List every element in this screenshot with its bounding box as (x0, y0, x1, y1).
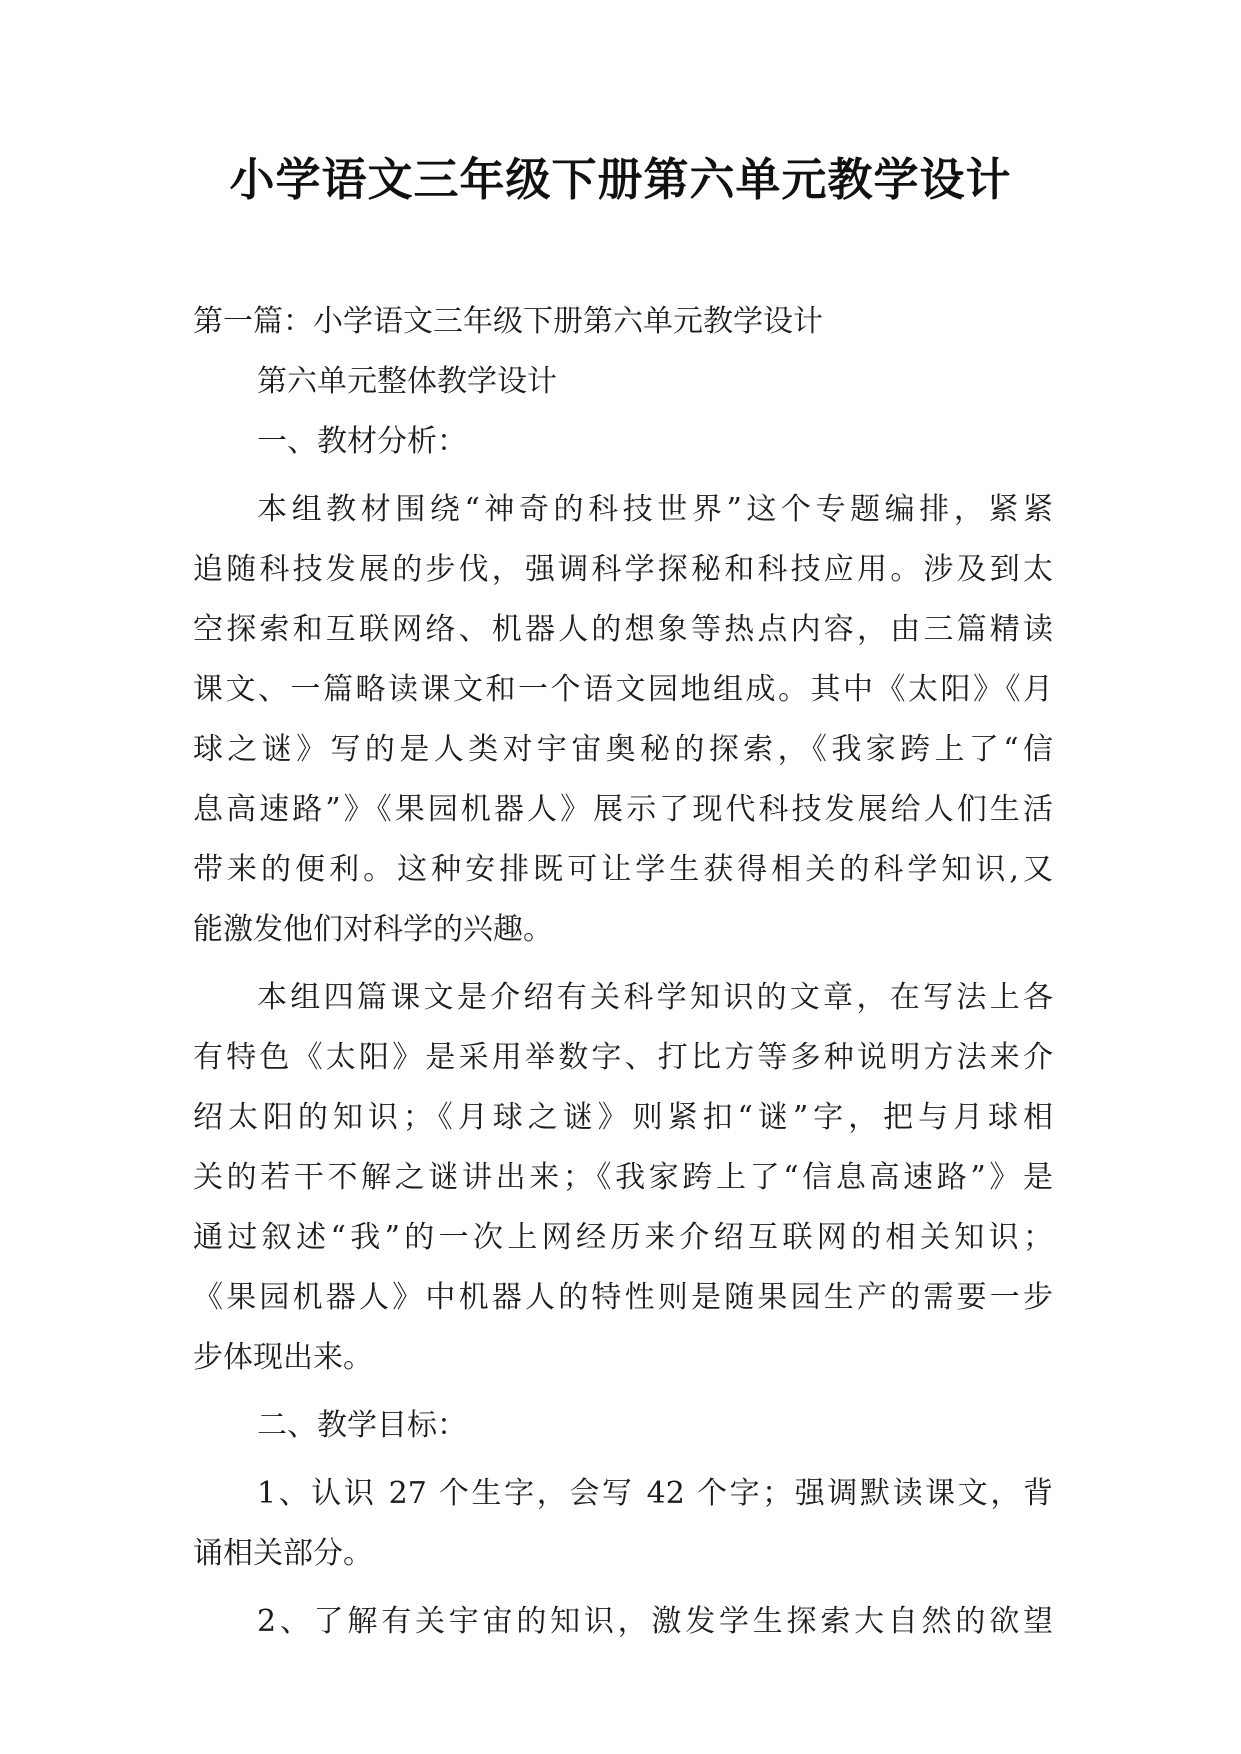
paragraph-line: 《果园机器人》中机器人的特性则是随果园生产的需要一步 (193, 1280, 1053, 1315)
subsection-heading-materials: 一、教材分析： (257, 424, 467, 459)
paragraph-line: 通过叙述“我”的一次上网经历来介绍互联网的相关知识； (193, 1220, 1053, 1255)
chapter-heading: 第一篇：小学语文三年级下册第六单元教学设计 (193, 304, 823, 339)
paragraph-line: 绍太阳的知识；《月球之谜》则紧扣“谜”字，把与月球相 (193, 1100, 1053, 1135)
paragraph-line: 本组四篇课文是介绍有关科学知识的文章，在写法上各 (257, 980, 1053, 1015)
paragraph-line: 有特色《太阳》是采用举数字、打比方等多种说明方法来介 (193, 1040, 1053, 1075)
section-heading: 第六单元整体教学设计 (257, 364, 557, 399)
subsection-heading-goals: 二、教学目标： (257, 1408, 467, 1443)
paragraph-line: 课文、一篇略读课文和一个语文园地组成。其中《太阳》《月 (193, 672, 1053, 707)
document-title: 小学语文三年级下册第六单元教学设计 (229, 153, 1012, 206)
paragraph-line: 息高速路”》《果园机器人》展示了现代科技发展给人们生活 (193, 792, 1053, 827)
paragraph-line: 能激发他们对科学的兴趣。 (193, 912, 553, 947)
goal-item-line: 诵相关部分。 (193, 1536, 373, 1571)
paragraph-line: 带来的便利。这种安排既可让学生获得相关的科学知识,又 (193, 852, 1053, 887)
document-body (193, 292, 1053, 1652)
goal-item-line: 2、了解有关宇宙的知识，激发学生探索大自然的欲望 (257, 1604, 1053, 1639)
paragraph-line: 步体现出来。 (193, 1340, 373, 1375)
paragraph-line: 空探索和互联网络、机器人的想象等热点内容，由三篇精读 (193, 612, 1053, 647)
paragraph-line: 球之谜》写的是人类对宇宙奥秘的探索，《我家跨上了“信 (193, 732, 1053, 767)
paragraph-line: 关的若干不解之谜讲出来；《我家跨上了“信息高速路”》是 (193, 1160, 1053, 1195)
goal-item-line: 1、认识 27 个生字，会写 42 个字；强调默读课文，背 (257, 1476, 1053, 1511)
paragraph-line: 追随科技发展的步伐，强调科学探秘和科技应用。涉及到太 (193, 552, 1053, 587)
paragraph-line: 本组教材围绕“神奇的科技世界”这个专题编排，紧紧 (257, 492, 1053, 527)
